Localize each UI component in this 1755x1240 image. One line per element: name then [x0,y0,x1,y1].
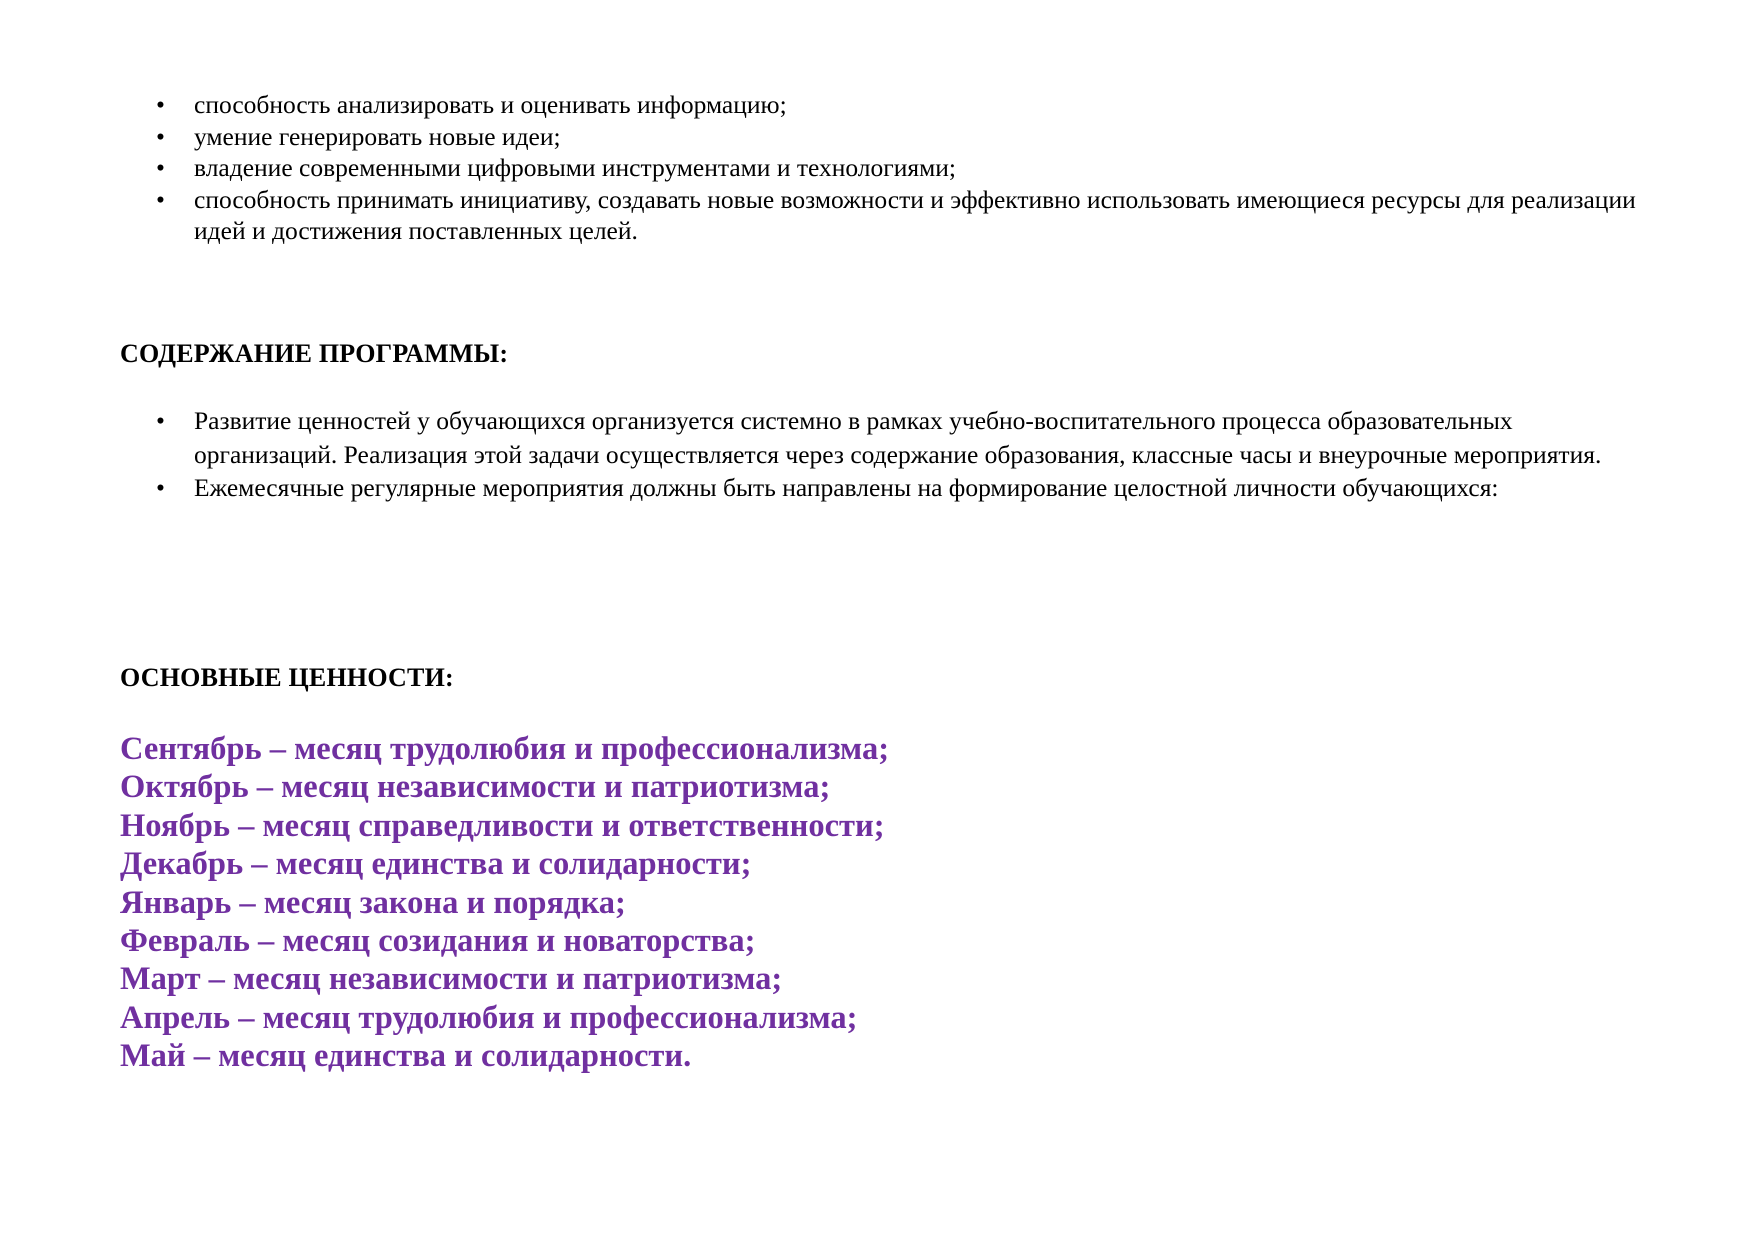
bullet-icon: • [156,153,165,182]
list-item-text: Ежемесячные регулярные мероприятия должны быть направлены на формирование целостной личности обучающихся: [194,473,1499,502]
month-value-january: Январь – месяц закона и порядка; [120,884,626,921]
bullet-icon: • [156,184,165,214]
list-item-text: умение генерировать новые идеи; [194,121,561,151]
month-value-february: Февраль – месяц созидания и новаторства; [120,923,756,960]
bullet-icon: • [156,406,165,435]
month-value-march: Март – месяц независимости и патриотизма; [120,961,783,998]
list-item-text: способность принимать инициативу, создавать новые возможности и эффективно использовать имеющиеся ресурсы для реализации идей и достижения поставленных целей. [194,184,1636,245]
month-value-december: Декабрь – месяц единства и солидарности; [120,846,752,883]
bullet-icon: • [156,473,165,502]
section-heading-program-content: СОДЕРЖАНИЕ ПРОГРАММЫ: [120,339,509,368]
monthly-values-list [120,730,1520,1076]
skills-bullet-list [120,89,1640,247]
month-value-september: Сентябрь – месяц трудолюбия и профессионализма; [120,731,890,767]
list-item [120,121,1640,153]
list-item [120,152,1640,184]
list-item-text: владение современными цифровыми инструментами и технологиями; [194,153,956,182]
list-item [120,471,1640,505]
program-content-bullet-list [120,404,1640,505]
list-item [120,184,1640,247]
month-value-october: Октябрь – месяц независимости и патриотизма; [120,769,831,806]
month-value-may: Май – месяц единства и солидарности. [120,1038,692,1075]
list-item [120,89,1640,121]
bullet-icon: • [156,90,165,119]
list-item-text: способность анализировать и оценивать информацию; [194,90,787,119]
list-item-text: Развитие ценностей у обучающихся организуется системно в рамках учебно-воспитательного процесса образовательных организаций. Реализация этой задачи осуществляется через содержание образования, классные часы и внеурочные мероприятия. [194,406,1602,469]
section-heading-core-values: ОСНОВНЫЕ ЦЕННОСТИ: [120,663,454,692]
month-value-november: Ноябрь – месяц справедливости и ответственности; [120,807,885,844]
bullet-icon: • [156,121,165,151]
list-item [120,404,1640,471]
month-value-april: Апрель – месяц трудолюбия и профессионализма; [120,999,858,1036]
